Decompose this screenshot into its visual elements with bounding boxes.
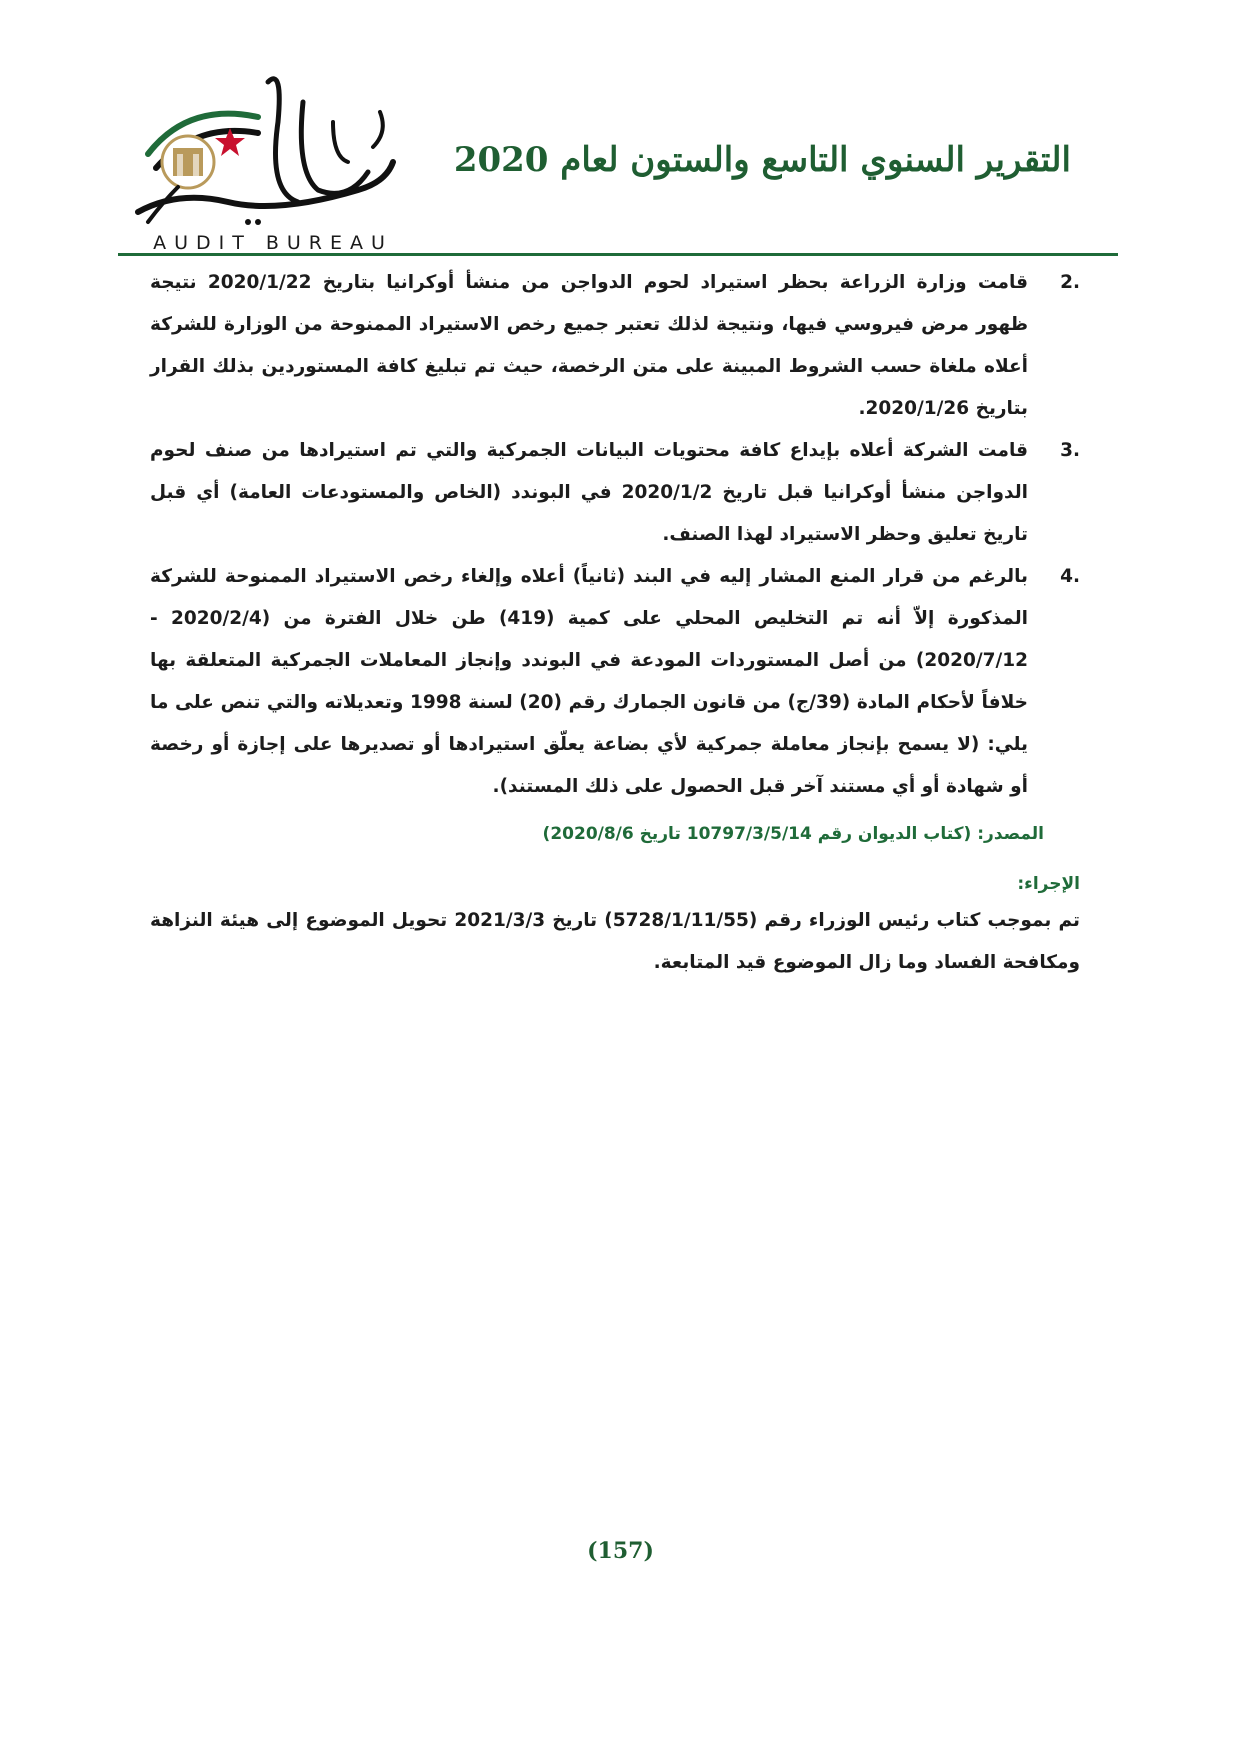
item-text: قامت وزارة الزراعة بحظر استيراد لحوم الدواجن من منشأ أوكرانيا بتاريخ 2020/1/22 نتيجة ظهور مرض فيروسي فيها، ونتيجة لذلك تعتبر جميع رخص الاستيراد الممنوحة من الوزارة للشركة أعلاه ملغاة حسب الشروط المبينة على متن الرخصة، حيث تم تبليغ كافة المستوردين بذلك القرار بتاريخ 2020/1/26. [150, 272, 1028, 419]
source-reference: المصدر: (كتاب الديوان رقم 10797/3/5/14 تاريخ 2020/8/6) [542, 824, 1044, 844]
logo-caption: AUDIT BUREAU [153, 232, 393, 254]
finding-item-2 [150, 262, 1080, 430]
action-text: تم بموجب كتاب رئيس الوزراء رقم (5728/1/11/55) تاريخ 2021/3/3 تحويل الموضوع إلى هيئة النزاهة ومكافحة الفساد وما زال الموضوع قيد المتابعة. [150, 910, 1080, 973]
finding-item-4 [150, 556, 1080, 808]
action-section [150, 868, 1080, 984]
header-divider [118, 253, 1118, 256]
item-text: بالرغم من قرار المنع المشار إليه في البند (ثانياً) أعلاه وإلغاء رخص الاستيراد الممنوحة للشركة المذكورة إلاّ أنه تم التخليص المحلي على كمية (419) طن خلال الفترة من (2020/2/4 - 2020/7/12) من أصل المستوردات المودعة في البوندد وإنجاز المعاملات الجمركية المتعلقة بها خلافاً لأحكام المادة (39/ج) من قانون الجمارك رقم (20) لسنة 1998 وتعديلاته والتي تنص على ما يلي: (لا يسمح بإنجاز معاملة جمركية لأي بضاعة يعلّق استيرادها أو تصديرها على إجازة أو رخصة أو شهادة أو أي مستند آخر قبل الحصول على ذلك المستند). [150, 566, 1028, 797]
item-number: 4. [1060, 566, 1080, 587]
report-title: التقرير السنوي التاسع والستون لعام 2020 [453, 140, 1071, 180]
item-number: 2. [1060, 272, 1080, 293]
action-heading: الإجراء: [1017, 874, 1080, 894]
findings-list [150, 262, 1080, 854]
audit-bureau-logo [118, 62, 418, 252]
item-number: 3. [1060, 440, 1080, 461]
finding-item-3 [150, 430, 1080, 556]
page-number: (157) [587, 1538, 654, 1564]
item-text: قامت الشركة أعلاه بإيداع كافة محتويات البيانات الجمركية والتي تم استيرادها من صنف لحوم الدواجن منشأ أوكرانيا قبل تاريخ 2020/1/2 في البوندد (الخاص والمستودعات العامة) أي قبل تاريخ تعليق وحظر الاستيراد لهذا الصنف. [150, 440, 1028, 545]
